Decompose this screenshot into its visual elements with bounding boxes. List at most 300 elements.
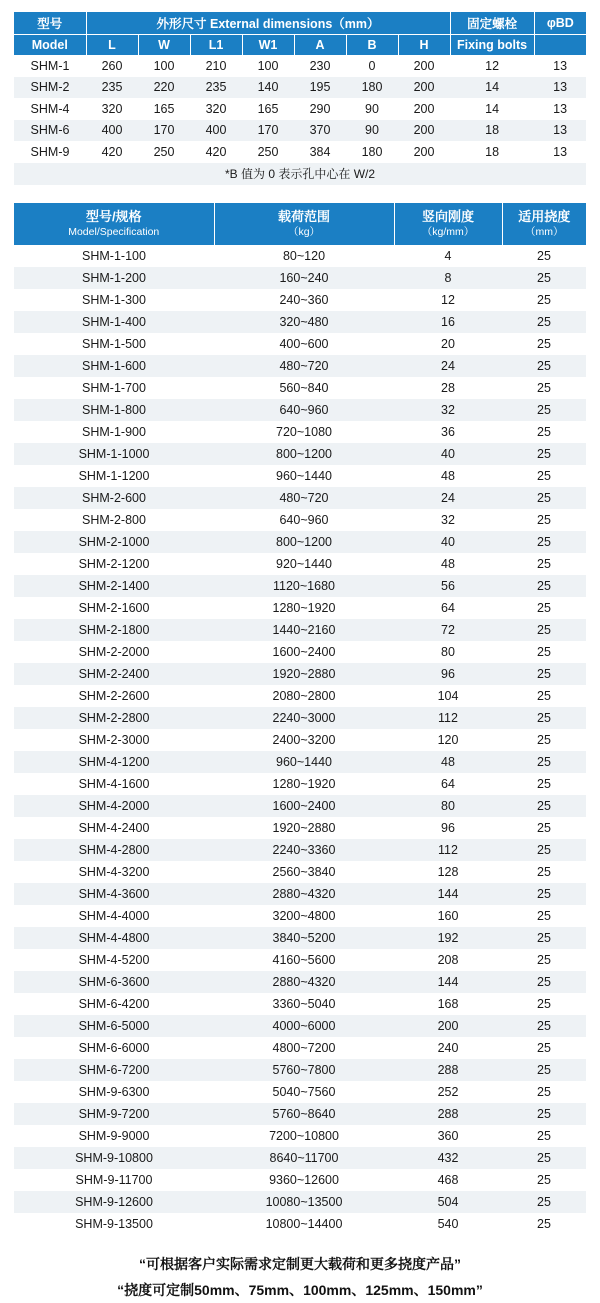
dimensions-note: *B 值为 0 表示孔中心在 W/2: [14, 163, 586, 185]
specification-table-head: [14, 203, 586, 245]
table-row: [14, 553, 586, 575]
dimensions-table-body: [14, 55, 586, 163]
specification-cell: SHM-1-800: [82, 402, 146, 417]
dimensions-cell: 140: [257, 80, 279, 95]
spec-header-vertical-stiffness-sub: （kg/mm）: [421, 225, 475, 238]
table-row: [14, 98, 586, 120]
specification-cell: 432: [437, 1150, 459, 1165]
specification-cell: 360: [437, 1128, 459, 1143]
table-row: [14, 575, 586, 597]
spec-header-vertical-stiffness: [394, 203, 502, 245]
specification-cell: SHM-4-2000: [78, 798, 150, 813]
specification-cell: 2880~4320: [272, 886, 336, 901]
specification-cell: 480~720: [279, 490, 329, 505]
table-row: [14, 619, 586, 641]
specification-cell: SHM-1-300: [82, 292, 146, 307]
table-row: [14, 1081, 586, 1103]
table-row: [14, 333, 586, 355]
dimensions-cell: 200: [413, 123, 435, 138]
spec-header-model: [14, 203, 214, 245]
dim-header-w1: W1: [242, 34, 294, 55]
specification-cell: 3200~4800: [272, 908, 336, 923]
table-row: [14, 487, 586, 509]
specification-cell: 96: [441, 666, 455, 681]
specification-cell: 1920~2880: [272, 820, 336, 835]
specification-cell: 640~960: [279, 402, 329, 417]
specification-cell: 25: [537, 358, 551, 373]
specification-cell: SHM-9-10800: [75, 1150, 153, 1165]
specification-cell: SHM-6-4200: [78, 996, 150, 1011]
specification-cell: SHM-6-6000: [78, 1040, 150, 1055]
dimensions-cell: 170: [257, 123, 279, 138]
dimensions-cell: 14: [485, 80, 500, 95]
specification-cell: 112: [438, 842, 458, 857]
table-row: [14, 795, 586, 817]
specification-cell: 800~1200: [276, 534, 332, 549]
dimensions-cell: 165: [257, 101, 279, 116]
specification-cell: 1280~1920: [272, 776, 336, 791]
dimensions-cell: 165: [153, 101, 175, 116]
specification-cell: 25: [537, 710, 551, 725]
specification-cell: SHM-4-1600: [78, 776, 150, 791]
specification-cell: 2240~3360: [272, 842, 336, 857]
specification-cell: 160~240: [279, 270, 329, 285]
specification-cell: SHM-2-2400: [78, 666, 150, 681]
spec-header-load-range-main: 载荷范围: [277, 208, 330, 224]
dimensions-cell: SHM-2: [30, 80, 70, 95]
dimensions-cell: 320: [205, 101, 227, 116]
specification-cell: SHM-6-7200: [78, 1062, 150, 1077]
specification-cell: 25: [537, 798, 551, 813]
table-row: [14, 861, 586, 883]
dimensions-table-head: [14, 12, 586, 55]
specification-cell: 1920~2880: [272, 666, 336, 681]
dimensions-cell: 200: [413, 101, 435, 116]
specification-cell: 80: [441, 644, 455, 659]
spec-header-model-sub: Model/Specification: [68, 225, 160, 238]
specification-cell: 4160~5600: [272, 952, 336, 967]
specification-cell: SHM-4-1200: [78, 754, 150, 769]
dimensions-cell: 13: [553, 58, 568, 73]
dimensions-cell: 370: [309, 123, 331, 138]
specification-cell: SHM-2-800: [82, 512, 146, 527]
specification-cell: 168: [437, 996, 459, 1011]
specification-cell: 25: [537, 1128, 551, 1143]
specification-cell: SHM-1-700: [82, 380, 146, 395]
specification-cell: 25: [537, 886, 551, 901]
specification-cell: 25: [537, 512, 551, 527]
dimensions-cell: SHM-4: [30, 101, 70, 116]
specification-cell: 25: [537, 380, 551, 395]
specification-cell: 25: [537, 666, 551, 681]
specification-cell: 4800~7200: [272, 1040, 336, 1055]
table-row: [14, 399, 586, 421]
table-row: [14, 883, 586, 905]
specification-cell: 36: [441, 424, 455, 439]
specification-cell: 540: [437, 1216, 459, 1231]
dim-header-external-dimensions: 外形尺寸 External dimensions（mm）: [86, 12, 450, 34]
specification-cell: 720~1080: [276, 424, 332, 439]
specification-cell: 8640~11700: [269, 1150, 339, 1165]
dimensions-cell: 250: [153, 144, 175, 159]
dimensions-cell: 180: [361, 144, 383, 159]
specification-cell: SHM-2-2000: [78, 644, 150, 659]
specification-cell: 7200~10800: [269, 1128, 339, 1143]
specification-cell: 1120~1680: [273, 578, 335, 593]
dim-header-w: W: [138, 34, 190, 55]
specification-cell: 5760~8640: [272, 1106, 336, 1121]
specification-cell: 25: [537, 534, 551, 549]
table-row: [14, 311, 586, 333]
specification-cell: 192: [437, 930, 459, 945]
dimensions-cell: 100: [257, 58, 279, 73]
table-row: [14, 1103, 586, 1125]
specification-cell: 25: [537, 292, 551, 307]
specification-cell: 5040~7560: [272, 1084, 336, 1099]
specification-cell: 240~360: [279, 292, 329, 307]
table-row: [14, 77, 586, 99]
specification-cell: SHM-2-2600: [78, 688, 150, 703]
specification-cell: 48: [441, 754, 455, 769]
dimensions-header-row-bottom: [14, 34, 586, 55]
specification-cell: 320~480: [279, 314, 329, 329]
dimensions-table-foot: [14, 163, 586, 185]
spec-header-load-range-sub: （kg）: [287, 225, 321, 238]
table-row: [14, 949, 586, 971]
specification-cell: 104: [437, 688, 459, 703]
dim-header-b: B: [346, 34, 398, 55]
specification-cell: 25: [537, 644, 551, 659]
footer-notes: [14, 1251, 586, 1303]
dimensions-cell: 235: [101, 80, 123, 95]
dimensions-cell: 400: [101, 123, 123, 138]
dimensions-cell: 90: [365, 101, 379, 116]
dim-header-a: A: [294, 34, 346, 55]
table-row: [14, 531, 586, 553]
table-row: [14, 465, 586, 487]
specification-cell: 40: [441, 446, 455, 461]
dimensions-cell: 200: [413, 58, 435, 73]
specification-cell: 25: [537, 952, 551, 967]
dimensions-cell: 400: [205, 123, 227, 138]
dimensions-cell: 235: [205, 80, 227, 95]
specification-cell: SHM-1-400: [82, 314, 146, 329]
specification-cell: 32: [441, 512, 455, 527]
specification-cell: 960~1440: [276, 754, 332, 769]
specification-cell: 25: [537, 446, 551, 461]
table-row: [14, 355, 586, 377]
specification-cell: 25: [537, 556, 551, 571]
specification-cell: 64: [441, 776, 455, 791]
specification-cell: 112: [438, 710, 458, 725]
dimensions-cell: 420: [101, 144, 123, 159]
specification-cell: 3360~5040: [272, 996, 336, 1011]
specification-cell: 12: [441, 292, 455, 307]
specification-cell: SHM-6-3600: [78, 974, 150, 989]
specification-cell: 208: [437, 952, 459, 967]
specification-cell: 40: [441, 534, 455, 549]
specification-cell: 25: [537, 1084, 551, 1099]
specification-cell: 25: [537, 930, 551, 945]
dimensions-cell: 90: [365, 123, 379, 138]
spec-header-deflection: [502, 203, 586, 245]
specification-cell: 3840~5200: [272, 930, 336, 945]
dimensions-cell: 384: [309, 144, 331, 159]
dimensions-cell: 170: [153, 123, 175, 138]
specification-cell: 1600~2400: [272, 798, 336, 813]
specification-cell: 2880~4320: [272, 974, 336, 989]
specification-table-body: [14, 245, 586, 1235]
table-row: [14, 927, 586, 949]
specification-cell: SHM-4-3200: [78, 864, 150, 879]
table-row: [14, 773, 586, 795]
dimensions-cell: 14: [485, 101, 500, 116]
specification-cell: 25: [537, 1216, 551, 1231]
table-row: [14, 993, 586, 1015]
dim-header-model: Model: [14, 34, 86, 55]
specification-cell: 2080~2800: [272, 688, 336, 703]
dimensions-cell: 18: [485, 144, 500, 159]
dim-header-bd: φBD: [534, 12, 586, 34]
specification-cell: 25: [537, 1062, 551, 1077]
specification-cell: 1280~1920: [272, 600, 336, 615]
specification-cell: 25: [537, 490, 551, 505]
specification-cell: 25: [537, 842, 551, 857]
table-row: [14, 1147, 586, 1169]
specification-cell: 128: [437, 864, 459, 879]
specification-cell: 25: [537, 688, 551, 703]
specification-cell: 1600~2400: [272, 644, 336, 659]
dimensions-cell: SHM-6: [30, 123, 70, 138]
specification-cell: 48: [441, 468, 455, 483]
dim-header-l1: L1: [190, 34, 242, 55]
specification-cell: SHM-1-500: [82, 336, 146, 351]
specification-cell: 4000~6000: [272, 1018, 336, 1033]
specification-cell: SHM-4-4000: [78, 908, 150, 923]
dim-header-fixing-bolts: Fixing bolts: [450, 34, 534, 55]
specification-cell: SHM-4-5200: [78, 952, 150, 967]
table-row: [14, 971, 586, 993]
specification-cell: SHM-4-2800: [78, 842, 150, 857]
specification-cell: 25: [537, 754, 551, 769]
dimensions-cell: 13: [553, 123, 568, 138]
table-row: [14, 641, 586, 663]
specification-cell: 504: [437, 1194, 459, 1209]
specification-cell: 25: [537, 820, 551, 835]
dimensions-cell: 260: [101, 58, 123, 73]
specification-cell: SHM-6-5000: [78, 1018, 150, 1033]
specification-cell: SHM-2-2800: [78, 710, 150, 725]
specification-cell: 25: [537, 468, 551, 483]
table-row: [14, 1125, 586, 1147]
specification-cell: 25: [537, 996, 551, 1011]
dimensions-cell: 13: [553, 101, 568, 116]
specification-cell: 560~840: [279, 380, 329, 395]
specification-cell: 2560~3840: [272, 864, 336, 879]
specification-cell: 64: [441, 600, 455, 615]
specification-cell: 288: [437, 1106, 459, 1121]
dimensions-cell: 13: [553, 144, 568, 159]
specification-cell: 288: [437, 1062, 459, 1077]
specification-cell: SHM-4-3600: [78, 886, 150, 901]
table-row: [14, 751, 586, 773]
specification-cell: 24: [441, 490, 455, 505]
dimensions-cell: 200: [413, 80, 435, 95]
specification-cell: 25: [537, 402, 551, 417]
dim-header-model-cn: 型号: [14, 12, 86, 34]
dim-header-l: L: [86, 34, 138, 55]
dimensions-cell: 200: [413, 144, 435, 159]
table-row: [14, 729, 586, 751]
specification-cell: 32: [441, 402, 455, 417]
specification-cell: 25: [537, 622, 551, 637]
dimensions-cell: SHM-1: [30, 58, 70, 73]
table-row: [14, 817, 586, 839]
specification-cell: SHM-2-600: [82, 490, 146, 505]
specification-cell: 640~960: [279, 512, 329, 527]
specification-cell: 25: [537, 732, 551, 747]
specification-cell: SHM-1-600: [82, 358, 146, 373]
dimensions-table: [14, 12, 586, 185]
dim-header-bd-blank: [534, 34, 586, 55]
specification-cell: 920~1440: [276, 556, 332, 571]
specification-cell: 16: [441, 314, 455, 329]
specification-cell: 25: [537, 578, 551, 593]
specification-cell: 25: [537, 1106, 551, 1121]
spec-header-deflection-main: 适用挠度: [518, 208, 571, 224]
spec-header-vertical-stiffness-main: 竖向刚度: [421, 208, 474, 224]
dimensions-cell: 13: [553, 80, 568, 95]
specification-cell: 25: [537, 336, 551, 351]
dimensions-note-row: [14, 163, 586, 185]
table-row: [14, 443, 586, 465]
table-row: [14, 1015, 586, 1037]
specification-cell: 8: [444, 270, 452, 285]
specification-cell: 200: [437, 1018, 459, 1033]
specification-cell: 48: [441, 556, 455, 571]
table-row: [14, 421, 586, 443]
table-row: [14, 1037, 586, 1059]
table-row: [14, 245, 586, 267]
specification-cell: 240: [437, 1040, 459, 1055]
specification-cell: SHM-1-900: [82, 424, 146, 439]
table-row: [14, 509, 586, 531]
dimensions-cell: 195: [309, 80, 331, 95]
dimensions-cell: 18: [485, 123, 500, 138]
specification-cell: 56: [441, 578, 455, 593]
dimensions-cell: 420: [205, 144, 227, 159]
dimensions-cell: 320: [101, 101, 123, 116]
specification-cell: 160: [437, 908, 459, 923]
specification-cell: 468: [437, 1172, 459, 1187]
specification-cell: 400~600: [279, 336, 329, 351]
table-row: [14, 1059, 586, 1081]
specification-cell: 800~1200: [276, 446, 332, 461]
specification-cell: 252: [437, 1084, 459, 1099]
dimensions-cell: 100: [153, 58, 175, 73]
specification-cell: 25: [537, 776, 551, 791]
specification-cell: 24: [441, 358, 455, 373]
specification-cell: 25: [537, 864, 551, 879]
table-row: [14, 905, 586, 927]
specification-cell: SHM-9-13500: [75, 1216, 153, 1231]
specification-header-row: [14, 203, 586, 245]
table-row: [14, 1191, 586, 1213]
dimensions-cell: SHM-9: [30, 144, 70, 159]
dimensions-cell: 250: [257, 144, 279, 159]
specification-cell: 9360~12600: [269, 1172, 339, 1187]
specification-cell: SHM-2-3000: [78, 732, 150, 747]
specification-cell: SHM-4-2400: [78, 820, 150, 835]
specification-cell: 80~120: [282, 248, 326, 263]
specification-cell: 25: [537, 314, 551, 329]
table-row: [14, 120, 586, 142]
specification-cell: 25: [537, 1172, 551, 1187]
table-row: [14, 663, 586, 685]
specification-cell: SHM-9-9000: [78, 1128, 150, 1143]
footer-note-2: “挠度可定制50mm、75mm、100mm、125mm、150mm”: [117, 1281, 483, 1298]
table-row: [14, 839, 586, 861]
specification-cell: 25: [537, 1018, 551, 1033]
dim-header-fixing-bolts-cn: 固定螺栓: [450, 12, 534, 34]
specification-cell: SHM-9-7200: [78, 1106, 150, 1121]
table-row: [14, 707, 586, 729]
table-row: [14, 267, 586, 289]
specification-cell: SHM-1-200: [82, 270, 146, 285]
specification-cell: SHM-9-11700: [75, 1172, 153, 1187]
specification-cell: 96: [441, 820, 455, 835]
specification-cell: SHM-2-1400: [78, 578, 150, 593]
specification-cell: 20: [441, 336, 455, 351]
specification-cell: 4: [444, 248, 452, 263]
table-row: [14, 289, 586, 311]
table-row: [14, 1169, 586, 1191]
specification-cell: 80: [441, 798, 455, 813]
specification-cell: 144: [437, 974, 459, 989]
specification-cell: 72: [441, 622, 455, 637]
specification-cell: SHM-2-1800: [78, 622, 150, 637]
specification-table: [14, 203, 586, 1235]
dimensions-cell: 230: [309, 58, 331, 73]
table-row: [14, 55, 586, 77]
specification-cell: 10080~13500: [265, 1194, 343, 1209]
dimensions-cell: 12: [485, 58, 500, 73]
specification-cell: SHM-2-1000: [78, 534, 150, 549]
specification-cell: 25: [537, 1040, 551, 1055]
dimensions-cell: 220: [153, 80, 175, 95]
footer-note-1: “可根据客户实际需求定制更大载荷和更多挠度产品”: [139, 1255, 461, 1272]
specification-cell: SHM-1-100: [82, 248, 146, 263]
specification-cell: 25: [537, 424, 551, 439]
specification-cell: 25: [537, 1150, 551, 1165]
table-row: [14, 377, 586, 399]
specification-cell: 120: [437, 732, 459, 747]
specification-cell: 25: [537, 974, 551, 989]
specification-cell: SHM-2-1200: [78, 556, 150, 571]
dimensions-cell: 180: [361, 80, 383, 95]
specification-cell: SHM-1-1000: [78, 446, 150, 461]
specification-cell: 10800~14400: [265, 1216, 343, 1231]
specification-cell: SHM-2-1600: [78, 600, 150, 615]
specification-cell: 25: [537, 270, 551, 285]
spec-header-deflection-sub: （mm）: [525, 225, 564, 238]
dimensions-cell: 290: [309, 101, 331, 116]
specification-cell: SHM-9-12600: [75, 1194, 153, 1209]
specification-cell: 25: [537, 908, 551, 923]
dim-header-h: H: [398, 34, 450, 55]
specification-cell: 960~1440: [276, 468, 332, 483]
specification-cell: 480~720: [279, 358, 329, 373]
